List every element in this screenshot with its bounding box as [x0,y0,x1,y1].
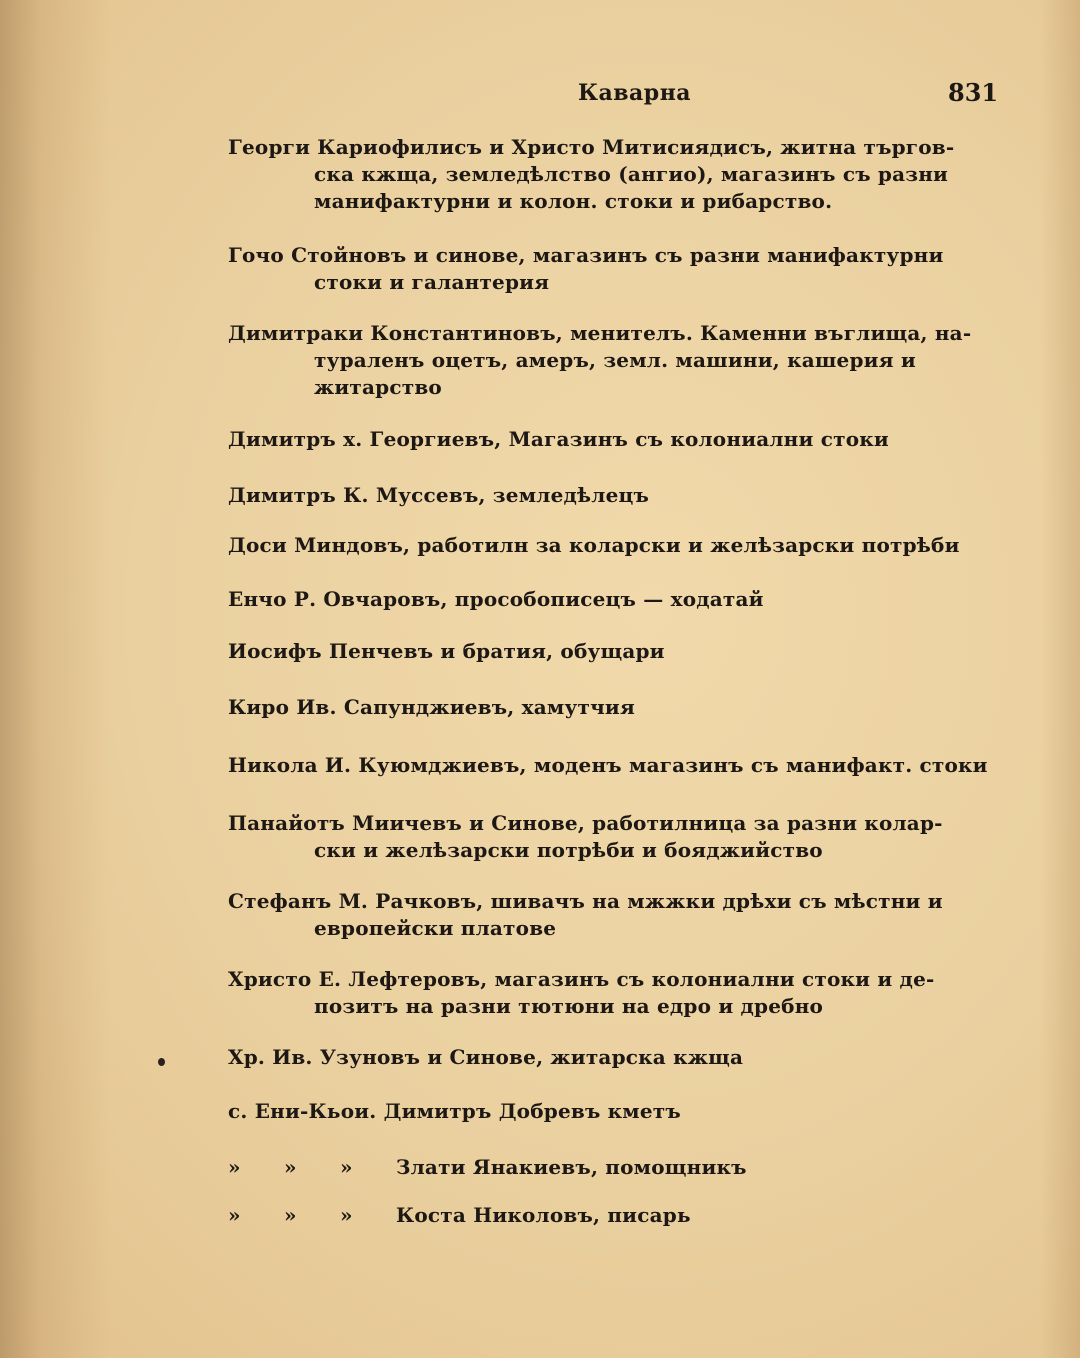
ditto-mark: » [340,1203,353,1227]
entry-line: ска кжща, земледѣлство (ангио), магазинъ съ разни [314,162,949,186]
entry-line: Киро Ив. Сапунджиевъ, хамутчия [228,695,635,719]
entry-line: Панайотъ Миичевъ и Синове, работилница за разни колар- [228,811,943,835]
entry-line: Никола И. Куюмджиевъ, моденъ магазинъ съ манифакт. стоки [228,753,988,777]
directory-entry [228,966,996,1020]
entry-line: Гочо Стойновъ и синове, магазинъ съ разни манифактурни [228,243,944,267]
directory-entry [228,482,996,509]
entry-line: Димитръ К. Муссевъ, земледѣлецъ [228,483,650,507]
entry-line: Георги Кариофилисъ и Христо Митисиядисъ, житна търгов- [228,135,955,159]
ditto-mark: » [284,1155,297,1179]
directory-entry [228,694,996,721]
ditto-mark: » [340,1155,353,1179]
directory-entry [228,1098,996,1125]
directory-entry [228,242,996,296]
entry-text: Коста Николовъ, писарь [396,1203,691,1227]
directory-entry [228,638,996,665]
entry-line: позитъ на разни тютюни на едро и дребно [314,994,824,1018]
entry-line: Енчо Р. Овчаровъ, прособописецъ — ходатай [228,587,764,611]
ink-speck [158,1058,165,1066]
entry-line: европейски платове [314,916,557,940]
entry-line [228,1154,996,1181]
page-header [0,80,1080,110]
entry-line: Христо Е. Лефтеровъ, магазинъ съ колониални стоки и де- [228,967,935,991]
entry-line [228,1202,996,1229]
entry-line: с. Ени-Кьои. Димитръ Добревъ кметъ [228,1099,681,1123]
directory-entry [228,888,996,942]
entry-line: стоки и галантерия [314,270,550,294]
directory-entry [228,532,996,559]
directory-entry [228,134,996,215]
entry-line: Димитръ х. Георгиевъ, Магазинъ съ колониални стоки [228,427,889,451]
directory-entry [228,752,996,779]
entry-text: Злати Янакиевъ, помощникъ [396,1155,747,1179]
directory-entry [228,426,996,453]
entry-line: житарство [314,375,442,399]
directory-entry [228,320,996,401]
ditto-mark: » [228,1203,241,1227]
entry-line: Иосифъ Пенчевъ и братия, обущари [228,639,665,663]
entry-line: тураленъ оцетъ, амеръ, земл. машини, кашерия и [314,348,916,372]
directory-entry [228,586,996,613]
directory-entry [228,1154,996,1181]
directory-entry [228,1202,996,1229]
directory-entry [228,1044,996,1071]
ditto-mark: » [284,1203,297,1227]
running-title: Каварна [578,80,692,106]
entry-line: Доси Миндовъ, работилн за коларски и желѣзарски потрѣби [228,533,960,557]
entry-line: ски и желѣзарски потрѣби и бояджийство [314,838,823,862]
entry-line: Димитраки Константиновъ, менителъ. Каменни въглища, на- [228,321,972,345]
entry-line: Стефанъ М. Рачковъ, шивачъ на мжжки дрѣхи съ мѣстни и [228,889,943,913]
page-number: 831 [948,78,999,107]
directory-entry [228,810,996,864]
entry-line: Хр. Ив. Узуновъ и Синове, житарска кжща [228,1045,744,1069]
ditto-mark: » [228,1155,241,1179]
entry-line: манифактурни и колон. стоки и рибарство. [314,189,833,213]
